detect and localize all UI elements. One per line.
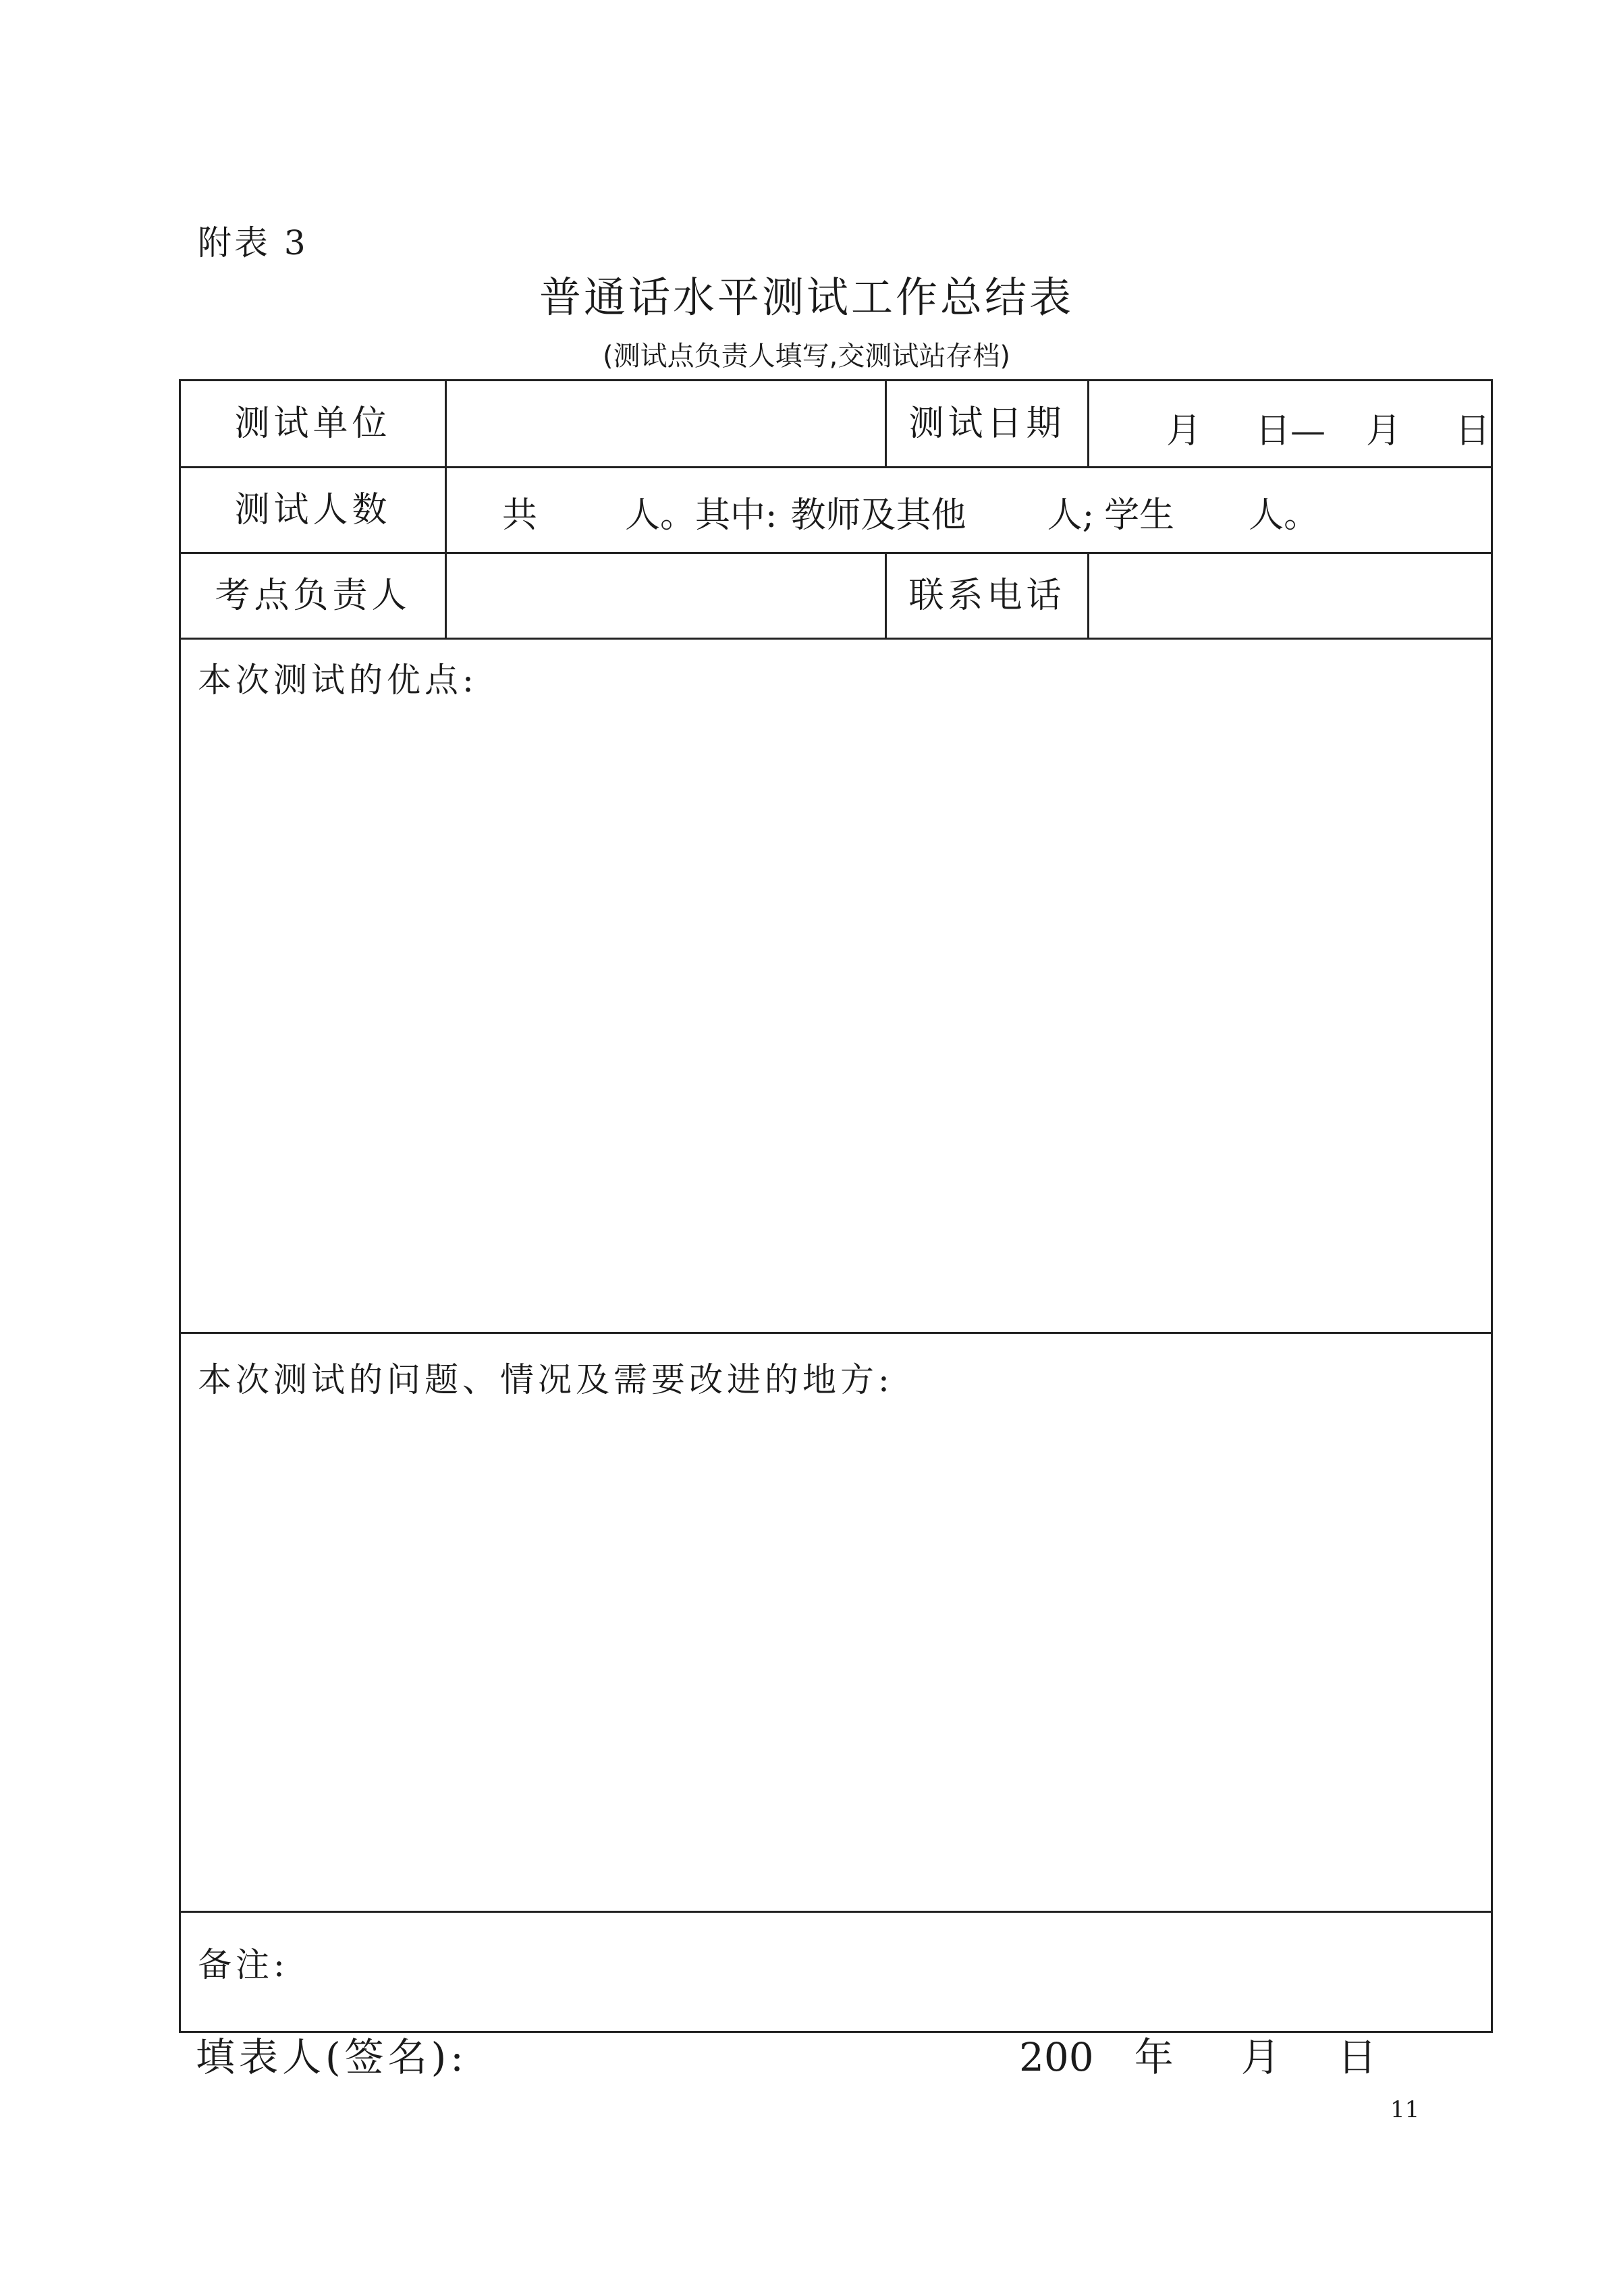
- test-date-field[interactable]: [1166, 411, 1491, 451]
- filler-signature-label: 填表人(签名):: [196, 2034, 468, 2080]
- fill-date-day-label: 日: [1337, 2034, 1377, 2080]
- contact-phone-label: 联系电话: [908, 576, 1066, 616]
- issues-field[interactable]: [183, 1417, 1489, 1906]
- date-month-start: 月: [1166, 411, 1202, 451]
- row-divider-3: [181, 638, 1491, 640]
- test-count-label: 测试人数: [234, 490, 391, 530]
- fill-date-year-label: 年: [1134, 2034, 1174, 2080]
- test-count-field[interactable]: [502, 495, 1319, 536]
- students-suffix: 人。: [1249, 495, 1319, 536]
- col-divider-3a: [1087, 381, 1089, 468]
- page-number: 11: [1390, 2096, 1420, 2123]
- date-month-end: 月: [1366, 411, 1402, 451]
- site-leader-label: 考点负责人: [215, 576, 411, 616]
- remarks-field[interactable]: [316, 1916, 1487, 2027]
- total-prefix: 共: [502, 495, 538, 536]
- test-unit-label: 测试单位: [234, 403, 391, 444]
- total-suffix: 人。其中:: [625, 495, 777, 536]
- fill-date-year: 200: [1019, 2034, 1094, 2080]
- summary-form-table: [179, 379, 1493, 2033]
- teachers-suffix: 人;: [1047, 495, 1095, 536]
- issues-label: 本次测试的问题、情况及需要改进的地方:: [198, 1360, 894, 1399]
- fill-date: [1019, 2034, 1377, 2080]
- row-divider-5: [181, 1911, 1491, 1913]
- test-unit-field[interactable]: [447, 383, 883, 464]
- site-leader-field[interactable]: [447, 556, 883, 636]
- advantages-field[interactable]: [183, 719, 1489, 1326]
- form-title: 普通话水平测试工作总结表: [539, 273, 1074, 322]
- contact-phone-field[interactable]: [1089, 556, 1491, 636]
- test-date-label: 测试日期: [908, 403, 1066, 444]
- fill-date-month-label: 月: [1240, 2034, 1280, 2080]
- date-day-start: 日—: [1255, 411, 1326, 451]
- form-subtitle: (测试点负责人填写,交测试站存档): [603, 341, 1010, 372]
- remarks-label: 备注:: [198, 1945, 289, 1984]
- date-day-end: 日: [1455, 411, 1491, 451]
- advantages-label: 本次测试的优点:: [198, 661, 478, 700]
- teachers-label: 教师及其他: [790, 495, 966, 536]
- row-divider-4: [181, 1332, 1491, 1334]
- students-label: 学生: [1104, 495, 1175, 536]
- annex-label: 附表 3: [198, 223, 308, 262]
